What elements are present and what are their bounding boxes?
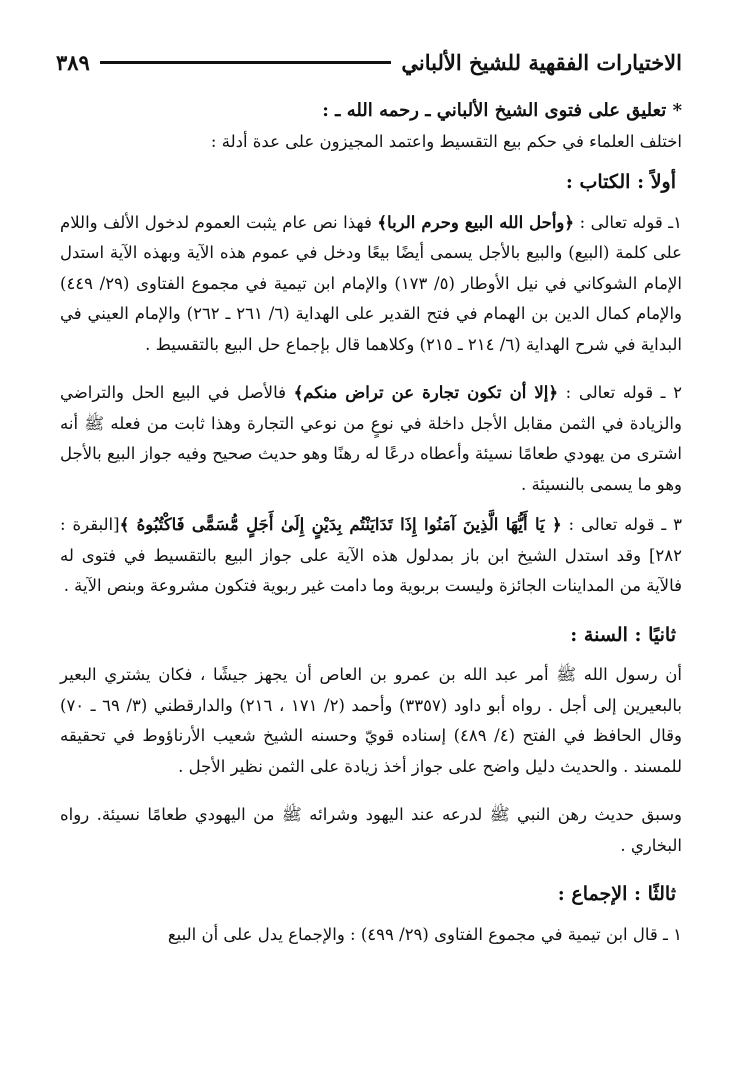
page-body [60, 96, 682, 950]
running-title: الاختيارات الفقهية للشيخ الألباني [401, 49, 682, 75]
ijma-para-1: ١ ـ قال ابن تيمية في مجموع الفتاوى (٢٩/ ٤٩٩) : والإجماع يدل على أن البيع [167, 924, 682, 944]
item-3-verse: ﴿ يَا أَيُّهَا الَّذِينَ آمَنُوا إِذَا تَدَايَنْتُم بِدَيْنٍ إِلَىٰ أَجَلٍ مُّسَمًّى فَاكْتُبُوهُ ﴾ [119, 515, 562, 534]
heading-sunnah: ثانيًا : السنة : [570, 623, 676, 646]
heading-ijma: ثالثًا : الإجماع : [557, 883, 676, 905]
book-item-1 [60, 208, 682, 361]
sunnah-para-1: أن رسول الله ﷺ أمر عبد الله بن عمرو بن العاص أن يجهز جيشًا ، فكان يشتري البعير بالبعيرين إلى أجل . رواه أبو داود (٣٣٥٧) وأحمد (٢/ ١٧١ ، ٢١٦) والدارقطني (٣/ ٦٩ ـ ٧٠) وقال الحافظ في الفتح (٤/ ٤٨٩) إسناده قويّ وحسنه الشيخ شعيب الأرناؤوط في تحقيقه للمسند . والحديث دليل واضح على جواز أخذ زيادة على الثمن نظير الأجل . [60, 665, 682, 776]
comment-title: * تعليق على فتوى الشيخ الألباني ـ رحمه الله ـ : [322, 100, 682, 121]
page-number: ٣٨٩ [56, 49, 90, 75]
sunnah-para-2: وسبق حديث رهن النبي ﷺ لدرعه عند اليهود وشرائه ﷺ من اليهودي طعامًا نسيئة. رواه البخاري . [60, 805, 682, 855]
intro-line: اختلف العلماء في حكم بيع التقسيط واعتمد المجيزون على عدة أدلة : [210, 131, 682, 151]
heading-book: أولاً : الكتاب : [565, 171, 676, 193]
book-item-2 [60, 378, 682, 500]
item-2-lead: ٢ ـ قوله تعالى : [558, 383, 682, 402]
item-1-text: فهذا نص عام يثبت العموم لدخول الألف واللام على كلمة (البيع) والبيع بالأجل يسمى أيضًا بيعًا ودخل في عموم هذه الآية وبهذه الآية استدل الإمام الشوكاني في نيل الأوطار (٥/ ١٧٣) والإمام ابن تيمية في مجموع الفتاوى (٢٩/ ٤٤٩) والإمام كمال الدين بن الهمام في فتح القدير على الهداية (٦/ ٢٦١ ـ ٢٦٢) والإمام العيني في البداية في شرح الهداية (٦/ ٢١٤ ـ ٢١٥) وكلاهما قال بإجماع حل البيع بالتقسيط . [60, 212, 683, 354]
header-rule [100, 61, 392, 64]
item-1-verse: ﴿وأحل الله البيع وحرم الربا﴾ [377, 212, 575, 232]
item-3-text: [البقرة : ٢٨٢] وقد استدل الشيخ ابن باز بمدلول هذه الآية على جواز البيع بالتقسيط في فتوى له فالآية من المداينات الجائزة وليست بربوية وما دامت غير ربوية فتكون مشروعة وبنص الآية . [60, 515, 682, 595]
page-header [56, 44, 682, 80]
book-item-3 [60, 510, 682, 602]
item-2-text: فالأصل في البيع الحل والتراضي والزيادة في الثمن مقابل الأجل داخلة في نوعٍ من نوعي التجارة وهذا ثابت من فعله ﷺ أنه اشترى من يهودي طعامًا نسيئة وأعطاه درعًا له رهنًا وهو حديث صحيح وفيه جواز البيع بالأجل وهو ما يسمى بالنسيئة . [60, 383, 682, 494]
item-3-lead: ٣ ـ قوله تعالى : [561, 515, 682, 534]
item-1-lead: ١ـ قوله تعالى : [574, 212, 682, 232]
item-2-verse: ﴿إلا أن تكون تجارة عن تراض منكم﴾ [293, 383, 559, 402]
